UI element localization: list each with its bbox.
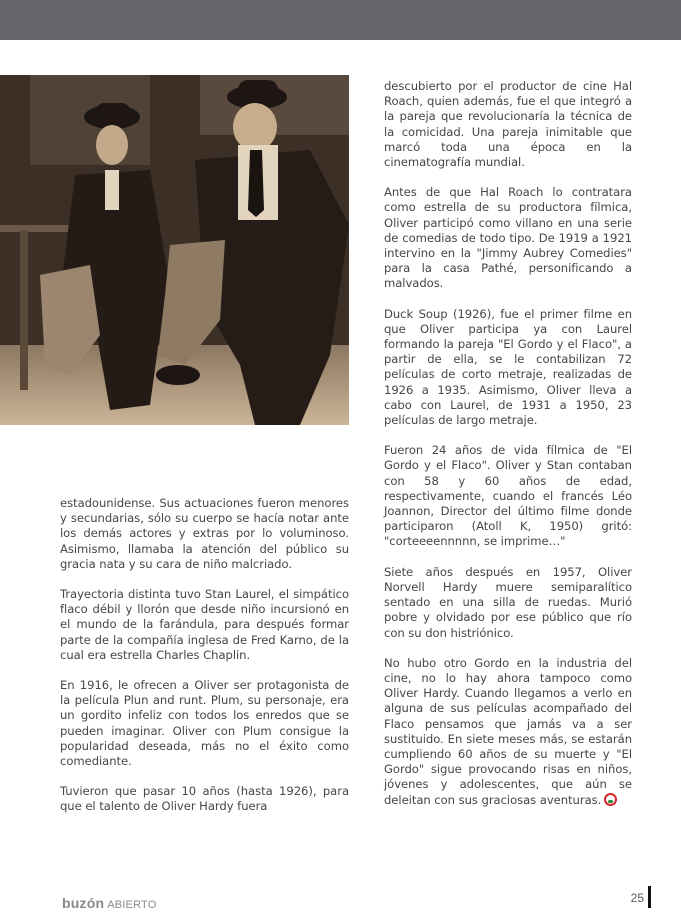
- magazine-end-mark-icon: [604, 793, 617, 806]
- article-paragraph: Antes de que Hal Roach lo contratara como estrella de su productora fílmica, Oliver participó como villano en una serie de comedias de todo tipo. De 1919 a 1921 intervino en la "Jimmy Aubrey Comedies" para la casa Pathé, personificando a malvados.: [384, 185, 632, 291]
- article-paragraph: Duck Soup (1926), fue el primer filme en que Oliver participa ya con Laurel formando la pareja "El Gordo y el Flaco", a partir de ella, se le contabilizan 72 películas de corto metraje, realizadas de 1926 a 1935. Asimismo, Oliver lleva a cabo con Laurel, de 1931 a 1950, 23 películas de largo metraje.: [384, 306, 632, 428]
- article-paragraph: estadounidense. Sus actuaciones fueron menores y secundarias, sólo su cuerpo se hacía notar ante los demás actores y extras por lo voluminoso. Asimismo, llamaba la atención del público su gracia nata y su cara de niño malcriado.: [60, 496, 349, 571]
- article-paragraph: Trayectoria distinta tuvo Stan Laurel, el simpático flaco débil y llorón que desde niño incursionó en el mundo de la farándula, para después formar parte de la compañía inglesa de Fred Karno, de la cual era estrella Charles Chaplin.: [60, 587, 349, 662]
- magazine-logo: [62, 895, 157, 913]
- article-left-column: [60, 496, 349, 830]
- article-paragraph: Tuvieron que pasar 10 años (hasta 1926), para que el talento de Oliver Hardy fuera: [60, 784, 349, 814]
- laurel-hardy-photo: [0, 75, 349, 425]
- photo-illustration: [0, 75, 349, 425]
- final-paragraph-text: No hubo otro Gordo en la industria del cine, no lo hay ahora tampoco como Oliver Hardy. Cuando llegamos a verlo en alguna de sus películas acompañado del Flaco pensamos que jamás va a ser sustituido. En siete meses más, se estarán cumpliendo 60 años de su muerte y "El Gordo" sigue provocando risas en niños, jóvenes y adolescentes, que aún se deleitan con sus graciosas aventuras.: [384, 655, 632, 807]
- article-paragraph: Siete años después en 1957, Oliver Norvell Hardy muere semiparalítico sentado en una silla de ruedas. Murió pobre y olvidado por ese público que río con su don histriónico.: [384, 564, 632, 640]
- article-paragraph-final: [384, 656, 632, 808]
- page-number: 25: [630, 891, 644, 905]
- article-paragraph: Fueron 24 años de vida fílmica de "El Gordo y el Flaco". Oliver y Stan contaban con 58 y 60 años de edad, respectivamente, cuando el francés Léo Joannon, Director del último filme donde participaron (Atoll K, 1950) gritó: "corteeeennnnn, se imprime…": [384, 443, 632, 549]
- article-right-column: [384, 79, 632, 823]
- top-header-bar: [0, 0, 681, 40]
- article-paragraph: descubierto por el productor de cine Hal Roach, quien además, fue el que integró a la pareja que revolucionaría la técnica de la comicidad. Una pareja inimitable que marcó toda una época en la cinematografía mundial.: [384, 79, 632, 170]
- page-number-divider: [648, 886, 651, 908]
- article-paragraph: En 1916, le ofrecen a Oliver ser protagonista de la película Plun and runt. Plum, su personaje, era un gordito infeliz con todos los enredos que se pueden imaginar. Oliver con Plum consigue la popularidad deseada, más no el éxito como comediante.: [60, 678, 349, 769]
- logo-subtitle: ABIERTO: [107, 899, 157, 911]
- logo-brand: buzón: [62, 895, 105, 911]
